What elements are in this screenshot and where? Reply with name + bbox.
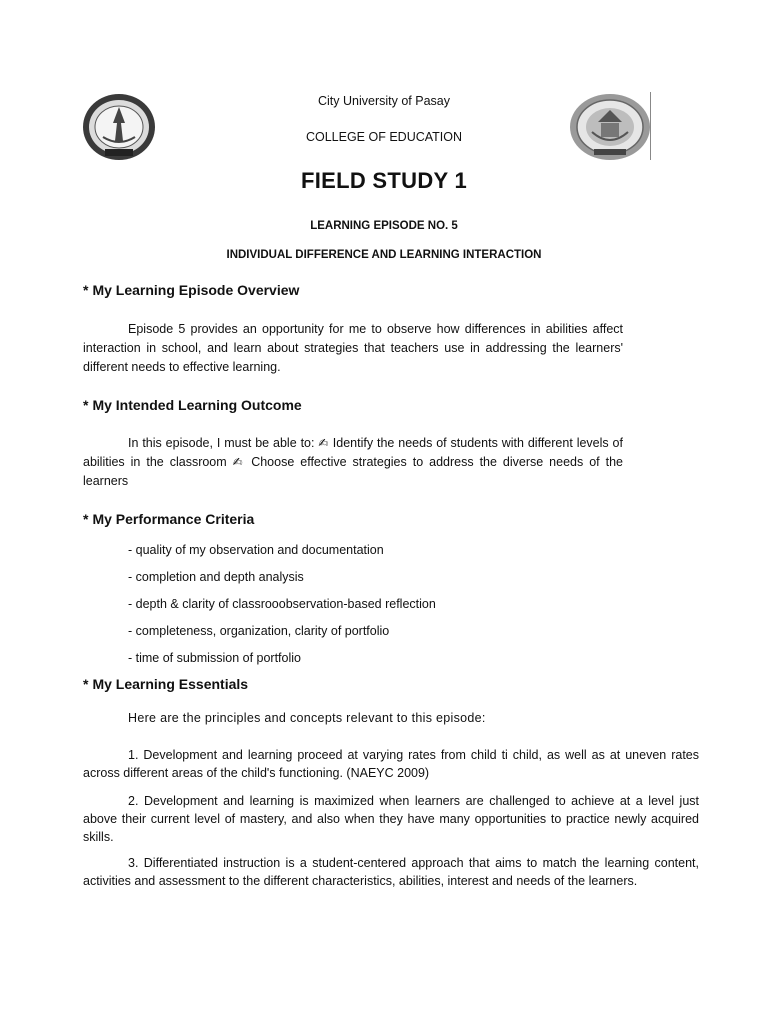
university-name: City University of Pasay [318, 94, 450, 108]
outcome-lead: In this episode, I must be able to: [128, 436, 315, 450]
heading-text: My Performance Criteria [92, 511, 255, 527]
heading-marker: * [83, 397, 89, 413]
heading-text: My Learning Episode Overview [92, 282, 300, 298]
checkmark-bullet-icon: ✍ [232, 455, 246, 469]
page-title: FIELD STUDY 1 [300, 168, 468, 193]
list-item: - completeness, organization, clarity of portfolio [128, 624, 390, 638]
heading-text: My Intended Learning Outcome [92, 397, 302, 413]
episode-number: LEARNING EPISODE NO. 5 [310, 220, 458, 232]
heading-text: My Learning Essentials [92, 676, 249, 692]
heading-marker: * [83, 676, 89, 692]
overview-paragraph: Episode 5 provides an opportunity for me to observe how differences in abilities affect interaction in school, and learn about strategies that teachers use in addressing the learners' different needs to effective learning. [83, 322, 623, 374]
section-heading-overview [83, 282, 299, 298]
heading-marker: * [83, 511, 89, 527]
episode-title: INDIVIDUAL DIFFERENCE AND LEARNING INTERACTION [226, 249, 542, 261]
section-heading-essentials [83, 676, 248, 692]
heading-marker: * [83, 282, 89, 298]
outcome-paragraph [83, 434, 623, 491]
list-item: - depth & clarity of classrooobservation-based reflection [128, 597, 436, 611]
section-heading-outcome [83, 397, 302, 413]
section-heading-criteria [83, 511, 254, 527]
essential-point-3: 3. Differentiated instruction is a student-centered approach that aims to match the learning content, activities and assessment to the different characteristics, abilities, interest and needs of the learners. [83, 856, 699, 888]
college-name: COLLEGE OF EDUCATION [305, 130, 463, 144]
checkmark-bullet-icon: ✍ [318, 436, 329, 450]
list-item: - quality of my observation and documentation [128, 543, 384, 557]
essentials-intro: Here are the principles and concepts relevant to this episode: [128, 711, 486, 725]
essential-point-2: 2. Development and learning is maximized when learners are challenged to achieve at a level just above their current level of mastery, and also when they have many opportunities to practice newly acquired skills. [83, 794, 699, 844]
essential-point-1: 1. Development and learning proceed at varying rates from child ti child, as well as at uneven rates across different areas of the child's functioning. (NAEYC 2009) [83, 748, 699, 780]
list-item: - completion and depth analysis [128, 570, 304, 584]
outcome-item-1: Identify the needs of students with different levels of abilities in the classroom [83, 436, 623, 469]
outcome-item-2: Choose effective strategies to address the diverse needs of the learners [83, 455, 623, 488]
list-item: - time of submission of portfolio [128, 651, 301, 665]
